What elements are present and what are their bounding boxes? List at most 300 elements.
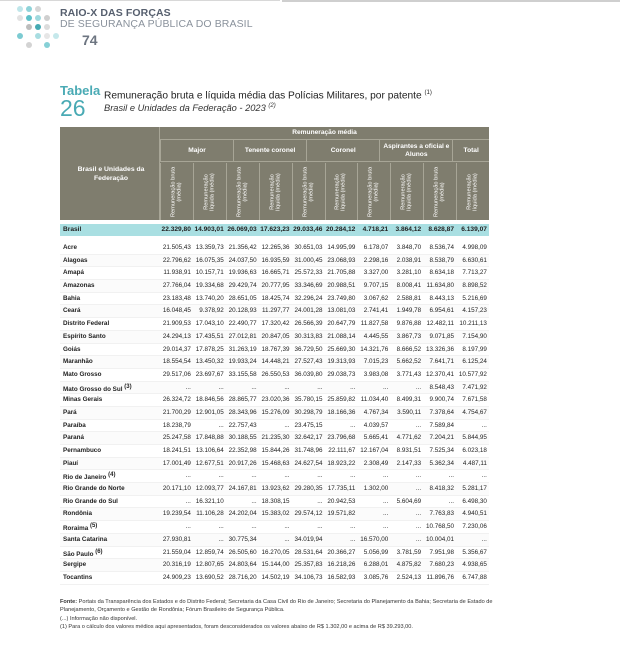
table-cell: 15.144,00 xyxy=(261,561,290,569)
table-cell: 18.308,15 xyxy=(261,497,290,505)
table-cell: 28.716,20 xyxy=(228,573,257,581)
table-cell: 12.093,77 xyxy=(195,485,224,493)
row-name-text: Ceará xyxy=(63,307,81,315)
col-header-text: Remuneração líquida (média) xyxy=(466,172,480,211)
table-subtitle-note: (2) xyxy=(268,103,276,110)
col-header-liquida xyxy=(390,163,423,220)
table-cell: 18.241,51 xyxy=(162,447,191,454)
table-cell: ... xyxy=(350,421,356,429)
table-cell: 3.085,76 xyxy=(363,573,389,581)
table-cell: 21.088,14 xyxy=(327,332,356,340)
table-cell: 13.081,03 xyxy=(327,307,356,315)
table-cell: 26.324,72 xyxy=(162,396,191,404)
row-name-text: Sergipe xyxy=(63,561,87,569)
table-cell: 2.741,41 xyxy=(363,307,389,315)
table-cell: 7.378,64 xyxy=(429,408,455,416)
table-cell: 11.896,76 xyxy=(426,573,455,581)
table-row xyxy=(60,420,489,433)
row-name-text: Tocantins xyxy=(63,573,93,581)
table-cell: 19.334,68 xyxy=(195,282,224,290)
table-cell: 28.865,77 xyxy=(228,396,257,404)
table-cell: 7.763,83 xyxy=(429,510,455,518)
col-group-total: Total xyxy=(452,140,489,162)
table-cell: ... xyxy=(382,383,389,391)
table-label-number: 26 xyxy=(60,95,86,121)
table-cell: 20.316,19 xyxy=(162,561,191,569)
table-cell: 36.729,50 xyxy=(294,345,323,353)
table-cell: 13.923,62 xyxy=(261,485,290,493)
table-cell: 9.900,74 xyxy=(429,396,455,404)
table-cell: 31.000,45 xyxy=(294,256,323,264)
table-cell: 18.554,54 xyxy=(162,358,191,366)
table-cell: 18.846,56 xyxy=(195,396,224,404)
table-row xyxy=(60,534,489,547)
table-cell: 19.571,82 xyxy=(327,510,356,518)
table-cell: 19.933,24 xyxy=(228,358,257,366)
table-cell: 24.909,23 xyxy=(162,573,191,581)
table-row xyxy=(60,305,489,318)
table-cell: 20.647,79 xyxy=(327,320,356,328)
row-name xyxy=(60,318,160,330)
table-cell: ... xyxy=(251,497,257,505)
col-group-major: Major xyxy=(160,140,233,162)
table-cell: 27.527,43 xyxy=(294,358,323,366)
table-cell: 8.538,79 xyxy=(429,256,455,264)
table-row xyxy=(60,394,489,407)
row-name-note: (5) xyxy=(89,523,98,530)
table-cell: ... xyxy=(382,497,389,505)
table-label-word: Tabela xyxy=(60,83,101,98)
row-name xyxy=(60,432,160,444)
row-name xyxy=(60,331,160,343)
table-cell: 16.582,93 xyxy=(327,573,356,581)
table-cell: 5.362,34 xyxy=(429,459,455,467)
table-cell: 8.634,18 xyxy=(429,269,455,277)
table-row xyxy=(60,356,489,369)
table-cell: 16.075,35 xyxy=(195,256,224,264)
table-cell: 21.705,88 xyxy=(327,269,356,277)
table-cell: 14.321,76 xyxy=(360,345,389,353)
table-cell: 18.425,74 xyxy=(261,294,290,302)
table-cell: 17.878,25 xyxy=(195,345,224,353)
row-name xyxy=(60,420,160,432)
table-cell: 30.298,79 xyxy=(294,408,323,416)
table-cell: 4.875,82 xyxy=(396,561,422,569)
table-cell: 3.867,73 xyxy=(396,332,422,340)
table-cell: 1.302,00 xyxy=(363,485,389,493)
report-title xyxy=(60,8,253,30)
table-cell: 4.767,34 xyxy=(363,408,389,416)
table-cell: 24.294,13 xyxy=(162,332,191,340)
brasil-row-name: Brasil xyxy=(63,226,82,233)
table-cell: 11.034,40 xyxy=(360,396,389,404)
table-cell: 16.048,45 xyxy=(162,307,191,315)
table-cell: 29.429,74 xyxy=(228,282,257,290)
table-cell: 29.574,12 xyxy=(294,510,323,518)
table-cell: 6.747,88 xyxy=(462,573,487,581)
table-cell: 3.848,70 xyxy=(396,244,422,251)
table-cell: ... xyxy=(251,383,257,391)
table-header xyxy=(60,127,489,220)
table-cell: ... xyxy=(382,510,389,518)
row-header-label: Brasil e Unidades da Federação xyxy=(60,127,160,220)
table-cell: ... xyxy=(185,497,191,505)
table-cell: ... xyxy=(218,472,224,480)
table-cell: 2.038,91 xyxy=(396,256,422,264)
table-cell: 4.039,57 xyxy=(363,421,389,429)
table-cell: 16.218,26 xyxy=(327,561,356,569)
table-cell: 8.898,52 xyxy=(462,282,487,290)
table-cell: ... xyxy=(350,535,356,543)
row-name xyxy=(60,267,160,279)
table-cell: 5.281,17 xyxy=(462,485,487,493)
table-row xyxy=(60,496,489,509)
col-header-bruta xyxy=(160,163,193,220)
table-row xyxy=(60,369,489,382)
table-cell: 7.204,21 xyxy=(429,434,455,442)
table-cell: 24.202,04 xyxy=(228,510,257,518)
brasil-cell: 6.139,07 xyxy=(461,226,487,233)
table-cell: 21.235,30 xyxy=(261,434,290,442)
table-cell: 4.445,55 xyxy=(363,332,389,340)
table-cell: 5.604,69 xyxy=(396,497,422,505)
table-cell: ... xyxy=(415,383,422,391)
table-cell: 16.665,71 xyxy=(261,269,290,277)
table-cell: 13.690,52 xyxy=(195,573,224,581)
row-name-text: Pará xyxy=(63,408,77,416)
table-cell: 7.230,06 xyxy=(462,523,487,531)
row-name-text: Piauí xyxy=(63,459,79,467)
table-cell: 9.071,85 xyxy=(429,332,455,340)
table-cell: 5.665,41 xyxy=(363,434,389,442)
row-name xyxy=(60,445,160,457)
table-row xyxy=(60,255,489,268)
col-header-text: Remuneração líquida (média) xyxy=(335,172,348,211)
table-row xyxy=(60,458,489,471)
row-name xyxy=(60,394,160,406)
brasil-cell: 20.284,12 xyxy=(326,226,356,233)
table-cell: 24.001,28 xyxy=(294,307,323,315)
table-cell: 27.930,81 xyxy=(162,535,191,543)
table-cell: 12.370,41 xyxy=(426,370,455,378)
row-name xyxy=(60,305,160,317)
table-cell: 5.216,69 xyxy=(462,294,487,302)
col-group-aspirantes: Aspirantes a oficial e Alunos xyxy=(379,140,452,162)
table-cell: 30.651,03 xyxy=(294,244,323,251)
table-cell: 21.505,43 xyxy=(162,244,191,251)
table-cell: ... xyxy=(481,472,487,480)
table-cell: 7.015,23 xyxy=(363,358,389,366)
row-name xyxy=(60,255,160,267)
table-cell: 23.020,36 xyxy=(261,396,290,404)
report-title-line2: DE SEGURANÇA PÚBLICA DO BRASIL xyxy=(60,18,253,30)
table-row xyxy=(60,432,489,445)
table-cell: 21.559,04 xyxy=(162,548,191,556)
row-name-text: Minas Gerais xyxy=(63,396,103,404)
table-row xyxy=(60,331,489,344)
brasil-cell: 4.718,21 xyxy=(362,226,389,233)
table-cell: 28.651,05 xyxy=(228,294,257,302)
col-group-tenente-coronel: Tenente coronel xyxy=(233,140,306,162)
row-name xyxy=(60,547,160,559)
table-cell: ... xyxy=(382,523,389,531)
table-cell: ... xyxy=(284,421,290,429)
brasil-cell: 29.033,46 xyxy=(293,226,323,233)
table-cell: 32.296,24 xyxy=(294,294,323,302)
col-header-bruta xyxy=(226,163,259,220)
table-cell: ... xyxy=(317,523,323,531)
table-cell: 4.940,51 xyxy=(462,510,487,518)
table-cell: 4.771,62 xyxy=(396,434,422,442)
table-cell: 5.662,52 xyxy=(396,358,422,366)
table-row xyxy=(60,483,489,496)
brasil-cell: 3.864,12 xyxy=(395,226,422,233)
col-header-text: Remuneração líquida (média) xyxy=(400,172,414,211)
table-cell: ... xyxy=(185,383,191,391)
table-cell: 17.043,10 xyxy=(195,320,224,328)
col-group-coronel: Coronel xyxy=(306,140,379,162)
table-cell: 20.847,05 xyxy=(261,332,290,340)
table-row xyxy=(60,293,489,306)
table-cell: 18.767,39 xyxy=(261,345,290,353)
table-cell: 8.548,43 xyxy=(429,383,455,391)
table-cell: 17.001,49 xyxy=(162,459,191,467)
table-cell: 24.627,54 xyxy=(294,459,323,467)
table-cell: 4.157,23 xyxy=(462,307,487,315)
table-cell: 8.443,13 xyxy=(429,294,455,302)
table-cell: 6.125,24 xyxy=(462,358,487,366)
table-row xyxy=(60,470,489,483)
table-cell: 21.700,29 xyxy=(162,408,191,416)
table-cell: ... xyxy=(415,472,422,480)
table-cell: ... xyxy=(185,472,191,480)
brasil-row xyxy=(60,224,489,236)
table-cell: 28.531,64 xyxy=(294,548,323,556)
table-cell: 29.280,35 xyxy=(294,485,323,493)
table-cell: 5.844,95 xyxy=(462,434,487,442)
row-name xyxy=(60,496,160,508)
col-header-liquida xyxy=(325,163,358,220)
row-name xyxy=(60,559,160,571)
row-name xyxy=(60,280,160,292)
table-cell: 23.749,80 xyxy=(327,294,356,302)
table-cell: 15.844,26 xyxy=(261,447,290,454)
table-cell: 13.450,32 xyxy=(195,358,224,366)
table-cell: 6.288,01 xyxy=(363,561,389,569)
table-row xyxy=(60,572,489,585)
table-cell: 16.321,10 xyxy=(195,497,224,505)
table-cell: 15.276,09 xyxy=(261,408,290,416)
table-cell: 12.677,51 xyxy=(195,459,224,467)
table-cell: 7.641,71 xyxy=(429,358,455,366)
col-header-bruta xyxy=(357,163,390,220)
table-cell: 27.012,81 xyxy=(228,332,257,340)
table-cell: 27.766,04 xyxy=(162,282,191,290)
table-cell: 32.642,17 xyxy=(294,434,323,442)
row-name-text: Pernambuco xyxy=(63,447,102,454)
table-label xyxy=(60,85,100,119)
col-header-text: Remuneração bruta (média) xyxy=(367,166,381,217)
table-cell: 2.524,13 xyxy=(396,573,422,581)
table-cell: ... xyxy=(448,472,455,480)
row-name xyxy=(60,356,160,368)
table-cell: 25.572,33 xyxy=(294,269,323,277)
row-name-text: Paraná xyxy=(63,434,85,442)
table-cell: ... xyxy=(481,421,487,429)
table-cell: ... xyxy=(415,421,422,429)
brasil-cell: 17.623,23 xyxy=(260,226,290,233)
table-cell: ... xyxy=(251,523,257,531)
table-cell: 13.326,36 xyxy=(426,345,455,353)
table-row xyxy=(60,267,489,280)
row-name-text: Alagoas xyxy=(63,256,88,264)
table-cell: 34.019,94 xyxy=(294,535,323,543)
table-cell: 6.023,18 xyxy=(462,447,487,454)
table-row xyxy=(60,547,489,560)
table-cell: 7.525,34 xyxy=(429,447,455,454)
table-cell: 10.004,01 xyxy=(426,535,455,543)
row-name-text: Santa Catarina xyxy=(63,535,108,543)
table-cell: 9.378,92 xyxy=(199,307,224,315)
table-cell: 26.550,53 xyxy=(261,370,290,378)
table-cell: 26.505,60 xyxy=(228,548,257,556)
table-cell: 23.183,48 xyxy=(162,294,191,302)
footnote-unavailable: (...) Informação não disponível. xyxy=(60,615,138,622)
table-row xyxy=(60,508,489,521)
table-cell: 26.566,39 xyxy=(294,320,323,328)
table-cell: 22.490,77 xyxy=(228,320,257,328)
table-cell: 17.435,51 xyxy=(195,332,224,340)
table-cell: ... xyxy=(218,523,224,531)
logo-dots-icon xyxy=(17,6,61,58)
table-cell: 3.781,59 xyxy=(396,548,422,556)
table-cell: ... xyxy=(415,485,422,493)
table-cell: 29.038,73 xyxy=(327,370,356,378)
table-cell: 22.796,62 xyxy=(162,256,191,264)
row-name xyxy=(60,242,160,254)
row-name-text: Maranhão xyxy=(63,358,93,366)
table-row xyxy=(60,318,489,331)
group-header-label: Remuneração média xyxy=(160,127,489,140)
report-title-line1: RAIO-X DAS FORÇAS xyxy=(60,7,171,19)
table-cell: 16.570,00 xyxy=(360,535,389,543)
table-cell: ... xyxy=(350,383,356,391)
table-cell: 22.111,67 xyxy=(328,447,356,454)
table-cell: 1.949,78 xyxy=(396,307,422,315)
table-cell: ... xyxy=(284,535,290,543)
table-cell: 19.313,93 xyxy=(327,358,356,366)
table-row xyxy=(60,242,489,255)
table-cell: 29.517,06 xyxy=(162,370,191,378)
row-name-text: Amapá xyxy=(63,269,84,277)
table-cell: 8.197,99 xyxy=(462,345,487,353)
table-cell: 8.666,52 xyxy=(396,345,422,353)
table-cell: 8.536,74 xyxy=(429,244,455,251)
col-header-bruta xyxy=(423,163,456,220)
table-cell: 25.859,82 xyxy=(327,396,356,404)
table-cell: 30.188,55 xyxy=(228,434,257,442)
table-subtitle: Brasil e Unidades da Federação - 2023 xyxy=(104,103,266,114)
table-cell: 3.771,43 xyxy=(396,370,422,378)
table-cell: 24.037,50 xyxy=(228,256,257,264)
row-name xyxy=(60,508,160,520)
row-name xyxy=(60,458,160,470)
table-row xyxy=(60,521,489,534)
table-cell: 20.917,26 xyxy=(228,459,257,467)
table-cell: 30.313,83 xyxy=(294,332,323,340)
row-name-text: Roraima xyxy=(63,525,89,533)
table-cell: 14.995,99 xyxy=(327,244,356,251)
table-cell: ... xyxy=(185,523,191,531)
table-cell: 19.936,63 xyxy=(228,269,257,277)
table-cell: 18.166,36 xyxy=(327,408,356,416)
table-cell: 4.938,65 xyxy=(462,561,487,569)
table-cell: 17.320,42 xyxy=(261,320,290,328)
table-cell: 11.827,58 xyxy=(360,320,389,328)
table-cell: ... xyxy=(284,383,290,391)
table-cell: 24.167,81 xyxy=(228,485,257,493)
table-cell: 10.211,13 xyxy=(459,320,487,328)
table-cell: 19.239,54 xyxy=(162,510,191,518)
row-name xyxy=(60,382,160,394)
table-cell: 9.876,88 xyxy=(396,320,422,328)
table-cell: 12.901,05 xyxy=(195,408,224,416)
table-cell: 15.383,02 xyxy=(261,510,290,518)
table-cell: ... xyxy=(317,497,323,505)
table-cell: ... xyxy=(284,523,290,531)
table-cell: 14.448,21 xyxy=(261,358,290,366)
row-name xyxy=(60,369,160,381)
brasil-cell: 8.628,87 xyxy=(428,226,455,233)
table-cell: 5.356,67 xyxy=(462,548,487,556)
table-cell: 25.247,58 xyxy=(162,434,191,442)
table-cell: ... xyxy=(415,510,422,518)
table-cell: 23.475,15 xyxy=(294,421,323,429)
table-cell: 12.265,36 xyxy=(261,244,290,251)
row-name-text: Rio de Janeiro xyxy=(63,474,107,482)
table-cell: 12.167,04 xyxy=(360,447,389,454)
table-cell: ... xyxy=(350,472,356,480)
table-cell: 9.707,15 xyxy=(363,282,389,290)
table-caption xyxy=(104,90,432,113)
table-cell: 2.298,16 xyxy=(363,256,389,264)
table-cell: 33.346,69 xyxy=(294,282,323,290)
table-cell: 31.748,96 xyxy=(294,447,323,454)
row-name-text: São Paulo xyxy=(63,550,94,558)
table-cell: 30.775,34 xyxy=(228,535,257,543)
table-cell: 20.942,53 xyxy=(327,497,356,505)
table-title: Remuneração bruta e líquida média das Polícias Militares, por patente xyxy=(104,90,422,102)
table-cell: 6.498,30 xyxy=(462,497,487,505)
table-cell: 18.238,79 xyxy=(162,421,191,429)
col-header-text: Remuneração líquida (média) xyxy=(203,172,216,211)
table-cell: 6.630,61 xyxy=(462,256,487,264)
row-name xyxy=(60,572,160,584)
table-cell: 5.056,99 xyxy=(363,548,389,556)
table-cell: 20.366,27 xyxy=(327,548,356,556)
table-cell: 6.178,07 xyxy=(363,244,389,251)
table-cell: 7.671,58 xyxy=(462,396,487,404)
table-cell: 10.157,71 xyxy=(195,269,224,277)
table-cell: ... xyxy=(317,472,323,480)
table-cell: ... xyxy=(415,535,422,543)
table-cell: 21.909,53 xyxy=(162,320,191,328)
table-cell: 7.680,23 xyxy=(429,561,455,569)
table-cell: 3.327,00 xyxy=(363,269,389,277)
table-cell: 16.270,05 xyxy=(261,548,290,556)
table-cell: 23.796,68 xyxy=(327,434,356,442)
col-header-text: Remuneração líquida (média) xyxy=(269,172,282,211)
